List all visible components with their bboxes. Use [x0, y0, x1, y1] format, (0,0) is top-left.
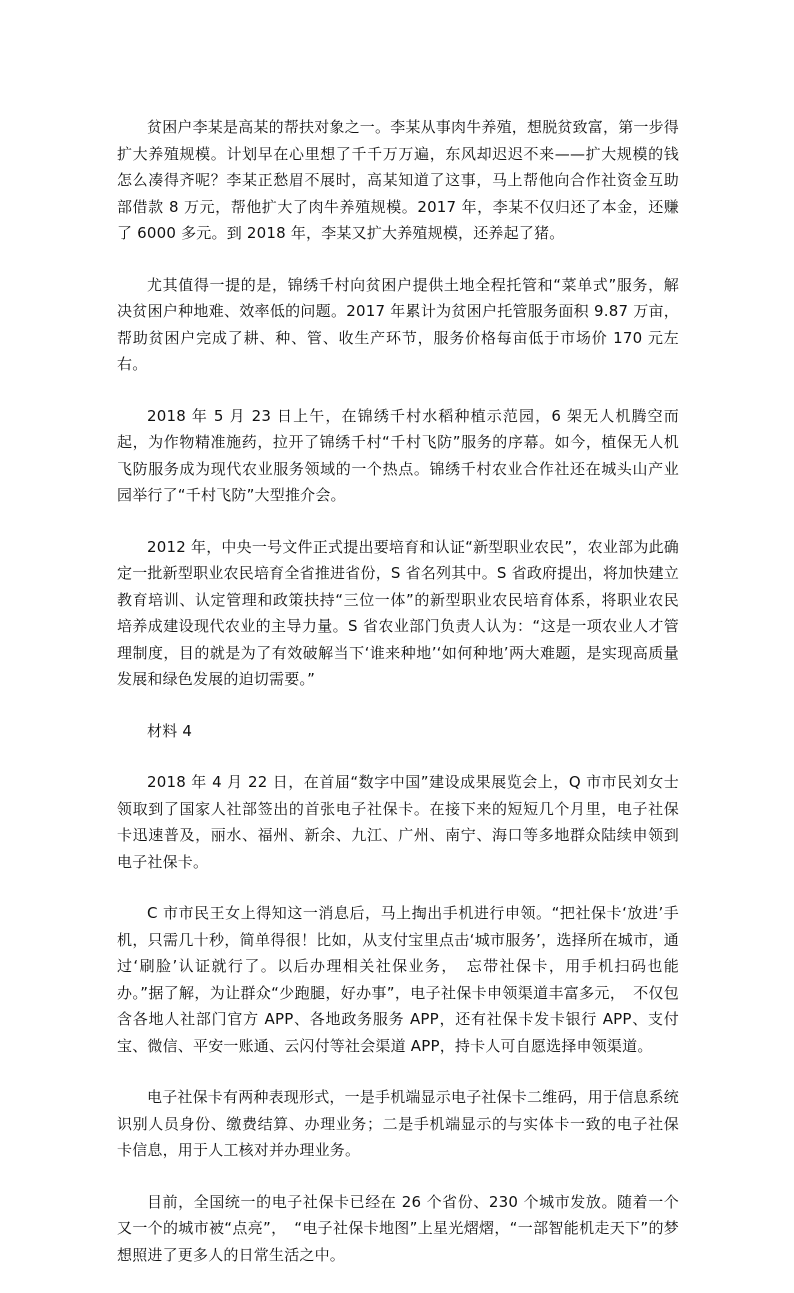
section-heading-material-4: 材料 4	[147, 721, 193, 740]
paragraph-new-type-farmers: 2012 年，中央一号文件正式提出要培育和认证“新型职业农民”，农业部为此确定一批新型职业农民培育全省推进省份，S 省名列其中。S 省政府提出，将加快建立教育培训、认定管理和政策扶持“三位一体”的新型职业农民培育体系，将职业农民培养成建设现代农业的主导力量。S 省农业部门负责人认为：“这是一项农业人才管理制度，目的就是为了有效破解当下‘谁来种地’‘如何种地’两大难题，是实现高质量发展和绿色发展的迫切需要。”	[117, 537, 679, 688]
paragraph-first-e-social-security-card: 2018 年 4 月 22 日，在首届“数字中国”建设成果展览会上，Q 市市民刘女士领取到了国家人社部签出的首张电子社保卡。在接下来的短短几个月里，电子社保卡迅速普及，丽水、福州、新余、九江、广州、南宁、海口等多地群众陆续申领到电子社保卡。	[117, 773, 679, 871]
paragraph-application-channels: C 市市民王女上得知这一消息后，马上掏出手机进行申领。“把社保卡‘放进’手机，只需几十秒，简单得很！比如，从支付宝里点击‘城市服务’，选择所在城市，通过‘刷脸’认证就行了。以后办理相关社保业务， 忘带社保卡，用手机扫码也能办。”据了解，为让群众“少跑腿，好办事”，电子社保卡申领渠道丰富多元， 不仅包含各地人社部门官方 APP、各地政务服务 APP，还有社保卡发卡银行 APP、支付宝、微信、平安一账通、云闪付等社会渠道 APP，持卡人可自愿选择申领渠道。	[117, 904, 679, 1055]
paragraph-land-trusteeship: 尤其值得一提的是，锦绣千村向贫困户提供土地全程托管和“菜单式”服务，解决贫困户种地难、效率低的问题。2017 年累计为贫困户托管服务面积 9.87 万亩，帮助贫困户完成了耕、种、管、收生产环节，服务价格每亩低于市场价 170 元左右。	[117, 275, 679, 373]
paragraph-poverty-household-li: 贫困户李某是高某的帮扶对象之一。李某从事肉牛养殖，想脱贫致富，第一步得扩大养殖规模。计划早在心里想了千千万万遍，东风却迟迟不来——扩大规模的钱怎么凑得齐呢？李某正愁眉不展时，高某知道了这事，马上帮他向合作社资金互助部借款 8 万元，帮他扩大了肉牛养殖规模。2017 年，李某不仅归还了本金，还赚了 6000 多元。到 2018 年，李某又扩大养殖规模，还养起了猪。	[117, 118, 680, 242]
paragraph-nationwide-coverage: 目前，全国统一的电子社保卡已经在 26 个省份、230 个城市发放。随着一个又一个的城市被“点亮”， “电子社保卡地图”上星光熠熠，“一部智能机走天下”的梦想照进了更多人的日常生活之中。	[117, 1192, 679, 1264]
document-page	[117, 114, 679, 1293]
paragraph-drone-spraying: 2018 年 5 月 23 日上午，在锦绣千村水稻种植示范园，6 架无人机腾空而起，为作物精准施药，拉开了锦绣千村“千村飞防”服务的序幕。如今，植保无人机飞防服务成为现代农业服务领域的一个热点。锦绣千村农业合作社还在城头山产业园举行了“千村飞防”大型推介会。	[117, 406, 679, 504]
paragraph-card-forms: 电子社保卡有两种表现形式，一是手机端显示电子社保卡二维码，用于信息系统识别人员身份、缴费结算、办理业务；二是手机端显示的与实体卡一致的电子社保卡信息，用于人工核对并办理业务。	[117, 1088, 680, 1159]
